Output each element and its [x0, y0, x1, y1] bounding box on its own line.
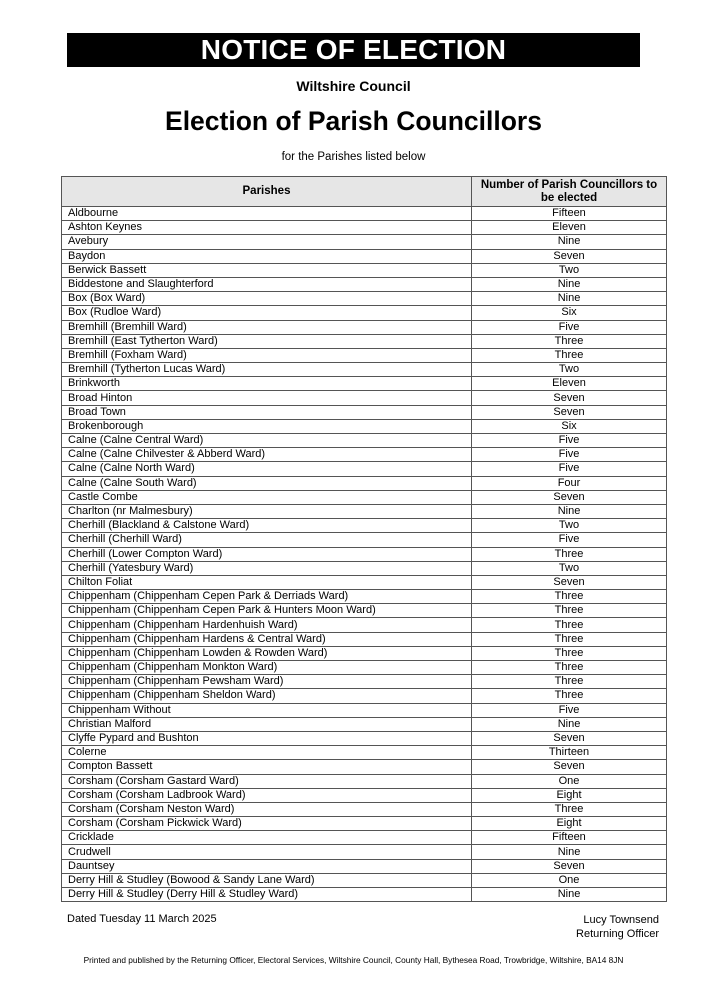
table-row — [62, 703, 667, 717]
councillor-count: Seven — [472, 391, 667, 405]
councillor-count: Five — [472, 448, 667, 462]
parish-name: Bremhill (Bremhill Ward) — [62, 320, 472, 334]
councillor-count: Seven — [472, 405, 667, 419]
table-row — [62, 646, 667, 660]
parish-name: Cherhill (Yatesbury Ward) — [62, 561, 472, 575]
councillor-count: Three — [472, 618, 667, 632]
parish-name: Bremhill (East Tytherton Ward) — [62, 334, 472, 348]
parish-name: Compton Bassett — [62, 760, 472, 774]
parish-name: Bremhill (Tytherton Lucas Ward) — [62, 363, 472, 377]
parish-name: Box (Rudloe Ward) — [62, 306, 472, 320]
table-row — [62, 207, 667, 221]
table-row — [62, 249, 667, 263]
councillor-count: Two — [472, 263, 667, 277]
table-row — [62, 632, 667, 646]
councillor-count: Fifteen — [472, 207, 667, 221]
parish-name: Cherhill (Lower Compton Ward) — [62, 547, 472, 561]
officer-title: Returning Officer — [576, 928, 659, 940]
councillor-count: Five — [472, 434, 667, 448]
parish-name: Ashton Keynes — [62, 221, 472, 235]
parish-name: Chippenham (Chippenham Monkton Ward) — [62, 661, 472, 675]
parish-name: Chippenham (Chippenham Sheldon Ward) — [62, 689, 472, 703]
councillor-count: Seven — [472, 859, 667, 873]
parish-rows — [62, 207, 667, 902]
table-row — [62, 817, 667, 831]
councillor-count: Seven — [472, 490, 667, 504]
table-row — [62, 547, 667, 561]
table-row — [62, 731, 667, 745]
table-row — [62, 717, 667, 731]
councillor-count: Two — [472, 363, 667, 377]
parish-name: Berwick Bassett — [62, 263, 472, 277]
parish-name: Charlton (nr Malmesbury) — [62, 504, 472, 518]
parish-name: Box (Box Ward) — [62, 292, 472, 306]
parish-name: Chippenham (Chippenham Hardenhuish Ward) — [62, 618, 472, 632]
councillor-count: Seven — [472, 575, 667, 589]
table-row — [62, 434, 667, 448]
table-row — [62, 348, 667, 362]
table-row — [62, 391, 667, 405]
parish-name: Chippenham (Chippenham Hardens & Central Ward) — [62, 632, 472, 646]
parish-name: Calne (Calne North Ward) — [62, 462, 472, 476]
councillor-count: Nine — [472, 292, 667, 306]
notice-banner: NOTICE OF ELECTION — [67, 33, 640, 67]
table-row — [62, 618, 667, 632]
table-row — [62, 788, 667, 802]
table-row — [62, 760, 667, 774]
parish-name: Clyffe Pypard and Bushton — [62, 731, 472, 745]
parish-name: Brinkworth — [62, 377, 472, 391]
table-row — [62, 377, 667, 391]
table-row — [62, 774, 667, 788]
councillor-count: Nine — [472, 845, 667, 859]
councillor-count: Three — [472, 661, 667, 675]
councillor-count: Five — [472, 462, 667, 476]
councillor-count: Five — [472, 320, 667, 334]
table-row — [62, 235, 667, 249]
councillor-count: Six — [472, 306, 667, 320]
table-row — [62, 661, 667, 675]
councillor-count: Nine — [472, 277, 667, 291]
councillor-count: Nine — [472, 235, 667, 249]
parish-name: Castle Combe — [62, 490, 472, 504]
table-row — [62, 561, 667, 575]
parish-name: Dauntsey — [62, 859, 472, 873]
council-name: Wiltshire Council — [296, 78, 411, 94]
page-subtitle: for the Parishes listed below — [281, 151, 426, 163]
table-row — [62, 845, 667, 859]
councillor-count: Seven — [472, 249, 667, 263]
councillor-count: Three — [472, 632, 667, 646]
table-row — [62, 292, 667, 306]
councillor-count: Nine — [472, 717, 667, 731]
table-row — [62, 221, 667, 235]
header-councillor-count: Number of Parish Councillors to be elected — [472, 177, 667, 207]
table-row — [62, 604, 667, 618]
table-row — [62, 575, 667, 589]
councillor-count: Eight — [472, 817, 667, 831]
table-row — [62, 334, 667, 348]
table-row — [62, 802, 667, 816]
councillor-count: Nine — [472, 888, 667, 902]
parish-name: Derry Hill & Studley (Derry Hill & Studley Ward) — [62, 888, 472, 902]
councillor-count: Five — [472, 533, 667, 547]
councillor-count: Seven — [472, 731, 667, 745]
parish-name: Broad Town — [62, 405, 472, 419]
councillor-count: Five — [472, 703, 667, 717]
table-row — [62, 363, 667, 377]
councillor-count: Four — [472, 476, 667, 490]
councillor-count: Nine — [472, 504, 667, 518]
parish-name: Bremhill (Foxham Ward) — [62, 348, 472, 362]
parish-name: Colerne — [62, 746, 472, 760]
councillor-count: Two — [472, 519, 667, 533]
parish-name: Cherhill (Blackland & Calstone Ward) — [62, 519, 472, 533]
councillor-count: Eight — [472, 788, 667, 802]
table-row — [62, 689, 667, 703]
parish-name: Biddestone and Slaughterford — [62, 277, 472, 291]
table-row — [62, 320, 667, 334]
parish-name: Derry Hill & Studley (Bowood & Sandy Lane Ward) — [62, 873, 472, 887]
councillor-count: Three — [472, 675, 667, 689]
date-line: Dated Tuesday 11 March 2025 — [67, 913, 217, 925]
parish-name: Chippenham (Chippenham Cepen Park & Hunters Moon Ward) — [62, 604, 472, 618]
table-row — [62, 590, 667, 604]
councillor-count: Three — [472, 802, 667, 816]
parish-name: Cherhill (Cherhill Ward) — [62, 533, 472, 547]
table-row — [62, 419, 667, 433]
signature-block — [576, 913, 659, 941]
parish-name: Corsham (Corsham Ladbrook Ward) — [62, 788, 472, 802]
table-row — [62, 888, 667, 902]
parish-name: Chilton Foliat — [62, 575, 472, 589]
table-row — [62, 746, 667, 760]
table-row — [62, 448, 667, 462]
parish-name: Chippenham (Chippenham Lowden & Rowden Ward) — [62, 646, 472, 660]
table-row — [62, 533, 667, 547]
table-row — [62, 306, 667, 320]
parish-name: Calne (Calne Central Ward) — [62, 434, 472, 448]
table-row — [62, 859, 667, 873]
parish-name: Cricklade — [62, 831, 472, 845]
councillor-count: One — [472, 873, 667, 887]
table-row — [62, 263, 667, 277]
parish-name: Crudwell — [62, 845, 472, 859]
councillor-count: Thirteen — [472, 746, 667, 760]
table-row — [62, 675, 667, 689]
parish-name: Aldbourne — [62, 207, 472, 221]
table-row — [62, 462, 667, 476]
parish-name: Corsham (Corsham Gastard Ward) — [62, 774, 472, 788]
parish-name: Brokenborough — [62, 419, 472, 433]
councillor-count: Fifteen — [472, 831, 667, 845]
councillor-count: Three — [472, 604, 667, 618]
table-row — [62, 831, 667, 845]
parish-name: Corsham (Corsham Neston Ward) — [62, 802, 472, 816]
parish-name: Chippenham (Chippenham Pewsham Ward) — [62, 675, 472, 689]
parish-name: Calne (Calne Chilvester & Abberd Ward) — [62, 448, 472, 462]
imprint-text: Printed and published by the Returning Officer, Electoral Services, Wiltshire Council, County Hall, Bythesea Road, Trowbridge, Wiltshire, BA14 8JN — [83, 955, 624, 965]
councillor-count: Three — [472, 334, 667, 348]
councillor-count: Three — [472, 590, 667, 604]
table-row — [62, 504, 667, 518]
councillor-count: Three — [472, 348, 667, 362]
councillor-count: One — [472, 774, 667, 788]
parish-name: Chippenham (Chippenham Cepen Park & Derriads Ward) — [62, 590, 472, 604]
table-row — [62, 405, 667, 419]
parish-name: Broad Hinton — [62, 391, 472, 405]
parish-name: Calne (Calne South Ward) — [62, 476, 472, 490]
councillor-count: Three — [472, 547, 667, 561]
table-row — [62, 476, 667, 490]
councillor-count: Eleven — [472, 377, 667, 391]
table-row — [62, 277, 667, 291]
councillor-count: Two — [472, 561, 667, 575]
parish-name: Chippenham Without — [62, 703, 472, 717]
councillor-count: Three — [472, 689, 667, 703]
parish-name: Avebury — [62, 235, 472, 249]
page-title: Election of Parish Councillors — [165, 106, 542, 136]
councillor-count: Seven — [472, 760, 667, 774]
table-row — [62, 519, 667, 533]
parish-name: Christian Malford — [62, 717, 472, 731]
header-parishes: Parishes — [62, 177, 472, 207]
councillor-count: Three — [472, 646, 667, 660]
table-row — [62, 490, 667, 504]
parish-table — [61, 176, 667, 902]
table-header-row — [62, 177, 667, 207]
parish-name: Baydon — [62, 249, 472, 263]
officer-name: Lucy Townsend — [583, 914, 659, 926]
table-row — [62, 873, 667, 887]
councillor-count: Six — [472, 419, 667, 433]
councillor-count: Eleven — [472, 221, 667, 235]
parish-name: Corsham (Corsham Pickwick Ward) — [62, 817, 472, 831]
